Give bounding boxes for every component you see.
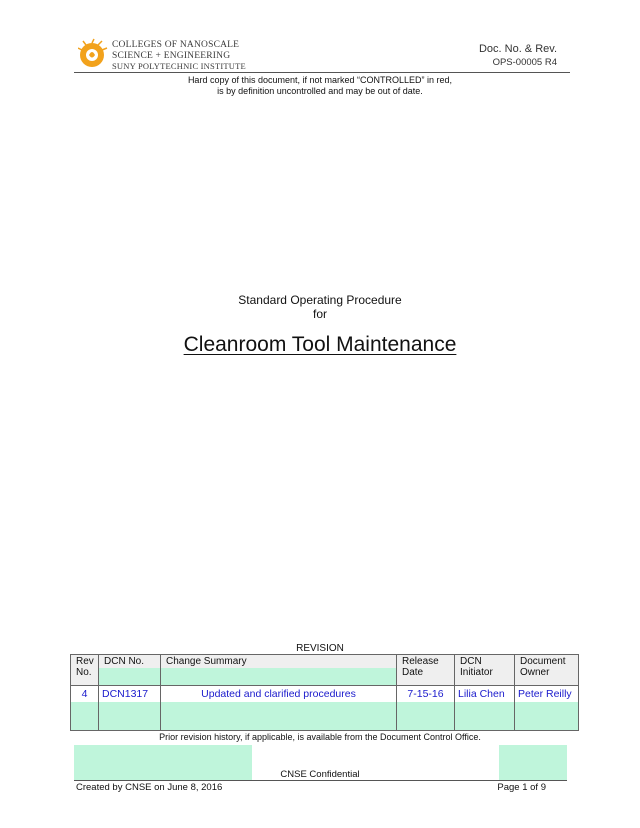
header-owner-line-2: Owner bbox=[520, 667, 550, 678]
sop-subtitle: Standard Operating Procedure bbox=[238, 293, 402, 307]
document-owner-value[interactable]: Peter Reilly bbox=[515, 686, 578, 702]
header-owner-line-1: Document bbox=[520, 656, 566, 667]
change-summary-cell[interactable] bbox=[161, 686, 397, 731]
header-rev-no-line-2: No. bbox=[76, 667, 92, 678]
header-dcn-no-label: DCN No. bbox=[104, 656, 145, 666]
sunburst-logo-icon bbox=[78, 38, 108, 70]
page-number: Page 1 of 9 bbox=[497, 782, 546, 793]
rev-no-value[interactable]: 4 bbox=[71, 686, 98, 702]
rev-no-cell[interactable] bbox=[71, 686, 99, 731]
confidential-label: CNSE Confidential bbox=[280, 769, 360, 780]
revision-row bbox=[71, 686, 579, 731]
revision-table bbox=[70, 654, 579, 731]
header-release-line-2: Date bbox=[402, 667, 424, 678]
header-release-line-1: Release bbox=[402, 656, 439, 667]
logo-line-2: SCIENCE + ENGINEERING bbox=[112, 50, 231, 61]
release-date-value[interactable]: 7-15-16 bbox=[397, 686, 454, 702]
header-release-date bbox=[397, 655, 455, 686]
dcn-no-cell[interactable] bbox=[99, 686, 161, 731]
header-dcn-initiator bbox=[455, 655, 515, 686]
hardcopy-notice bbox=[0, 75, 640, 97]
header-dcn-no bbox=[99, 655, 161, 686]
hardcopy-notice-line-1: Hard copy of this document, if not marked “CONTROLLED” in red, bbox=[187, 75, 453, 85]
header-document-owner bbox=[515, 655, 579, 686]
revision-caption: REVISION bbox=[296, 643, 344, 654]
doc-number-value: OPS-00005 R4 bbox=[492, 57, 557, 68]
change-summary-value[interactable]: Updated and clarified procedures bbox=[161, 686, 396, 702]
footer-divider bbox=[74, 780, 567, 781]
doc-number-label: Doc. No. & Rev. bbox=[478, 43, 557, 55]
dcn-initiator-value[interactable]: Lilia Chen bbox=[455, 686, 514, 702]
created-by: Created by CNSE on June 8, 2016 bbox=[76, 782, 223, 793]
sop-for: for bbox=[312, 307, 327, 321]
hardcopy-notice-line-2: is by definition uncontrolled and may be out of date. bbox=[217, 86, 423, 96]
dcn-no-value[interactable]: DCN1317 bbox=[99, 686, 160, 702]
logo-line-1: COLLEGES OF NANOSCALE bbox=[112, 40, 240, 50]
header-divider bbox=[74, 72, 570, 73]
release-date-cell[interactable] bbox=[397, 686, 455, 731]
logo-line-3: SUNY POLYTECHNIC INSTITUTE bbox=[112, 61, 246, 71]
header-rev-no bbox=[71, 655, 99, 686]
dcn-initiator-cell[interactable] bbox=[455, 686, 515, 731]
header-change-summary-label: Change Summary bbox=[166, 656, 247, 666]
header-rev-no-line-1: Rev bbox=[76, 656, 94, 667]
dcn-header-field[interactable] bbox=[99, 668, 160, 685]
document-owner-cell[interactable] bbox=[515, 686, 579, 731]
document-title-text: Cleanroom Tool Maintenance bbox=[183, 333, 457, 356]
header-change-summary bbox=[161, 655, 397, 686]
revision-header-row bbox=[71, 655, 579, 686]
prior-revision-note: Prior revision history, if applicable, is available from the Document Control Office. bbox=[159, 732, 481, 742]
header-initiator-line-1: DCN bbox=[460, 656, 482, 667]
document-title bbox=[0, 333, 640, 357]
logo-text bbox=[112, 40, 246, 72]
institution-logo bbox=[78, 38, 278, 72]
header-initiator-line-2: Initiator bbox=[460, 667, 493, 678]
summary-header-field[interactable] bbox=[161, 668, 396, 685]
